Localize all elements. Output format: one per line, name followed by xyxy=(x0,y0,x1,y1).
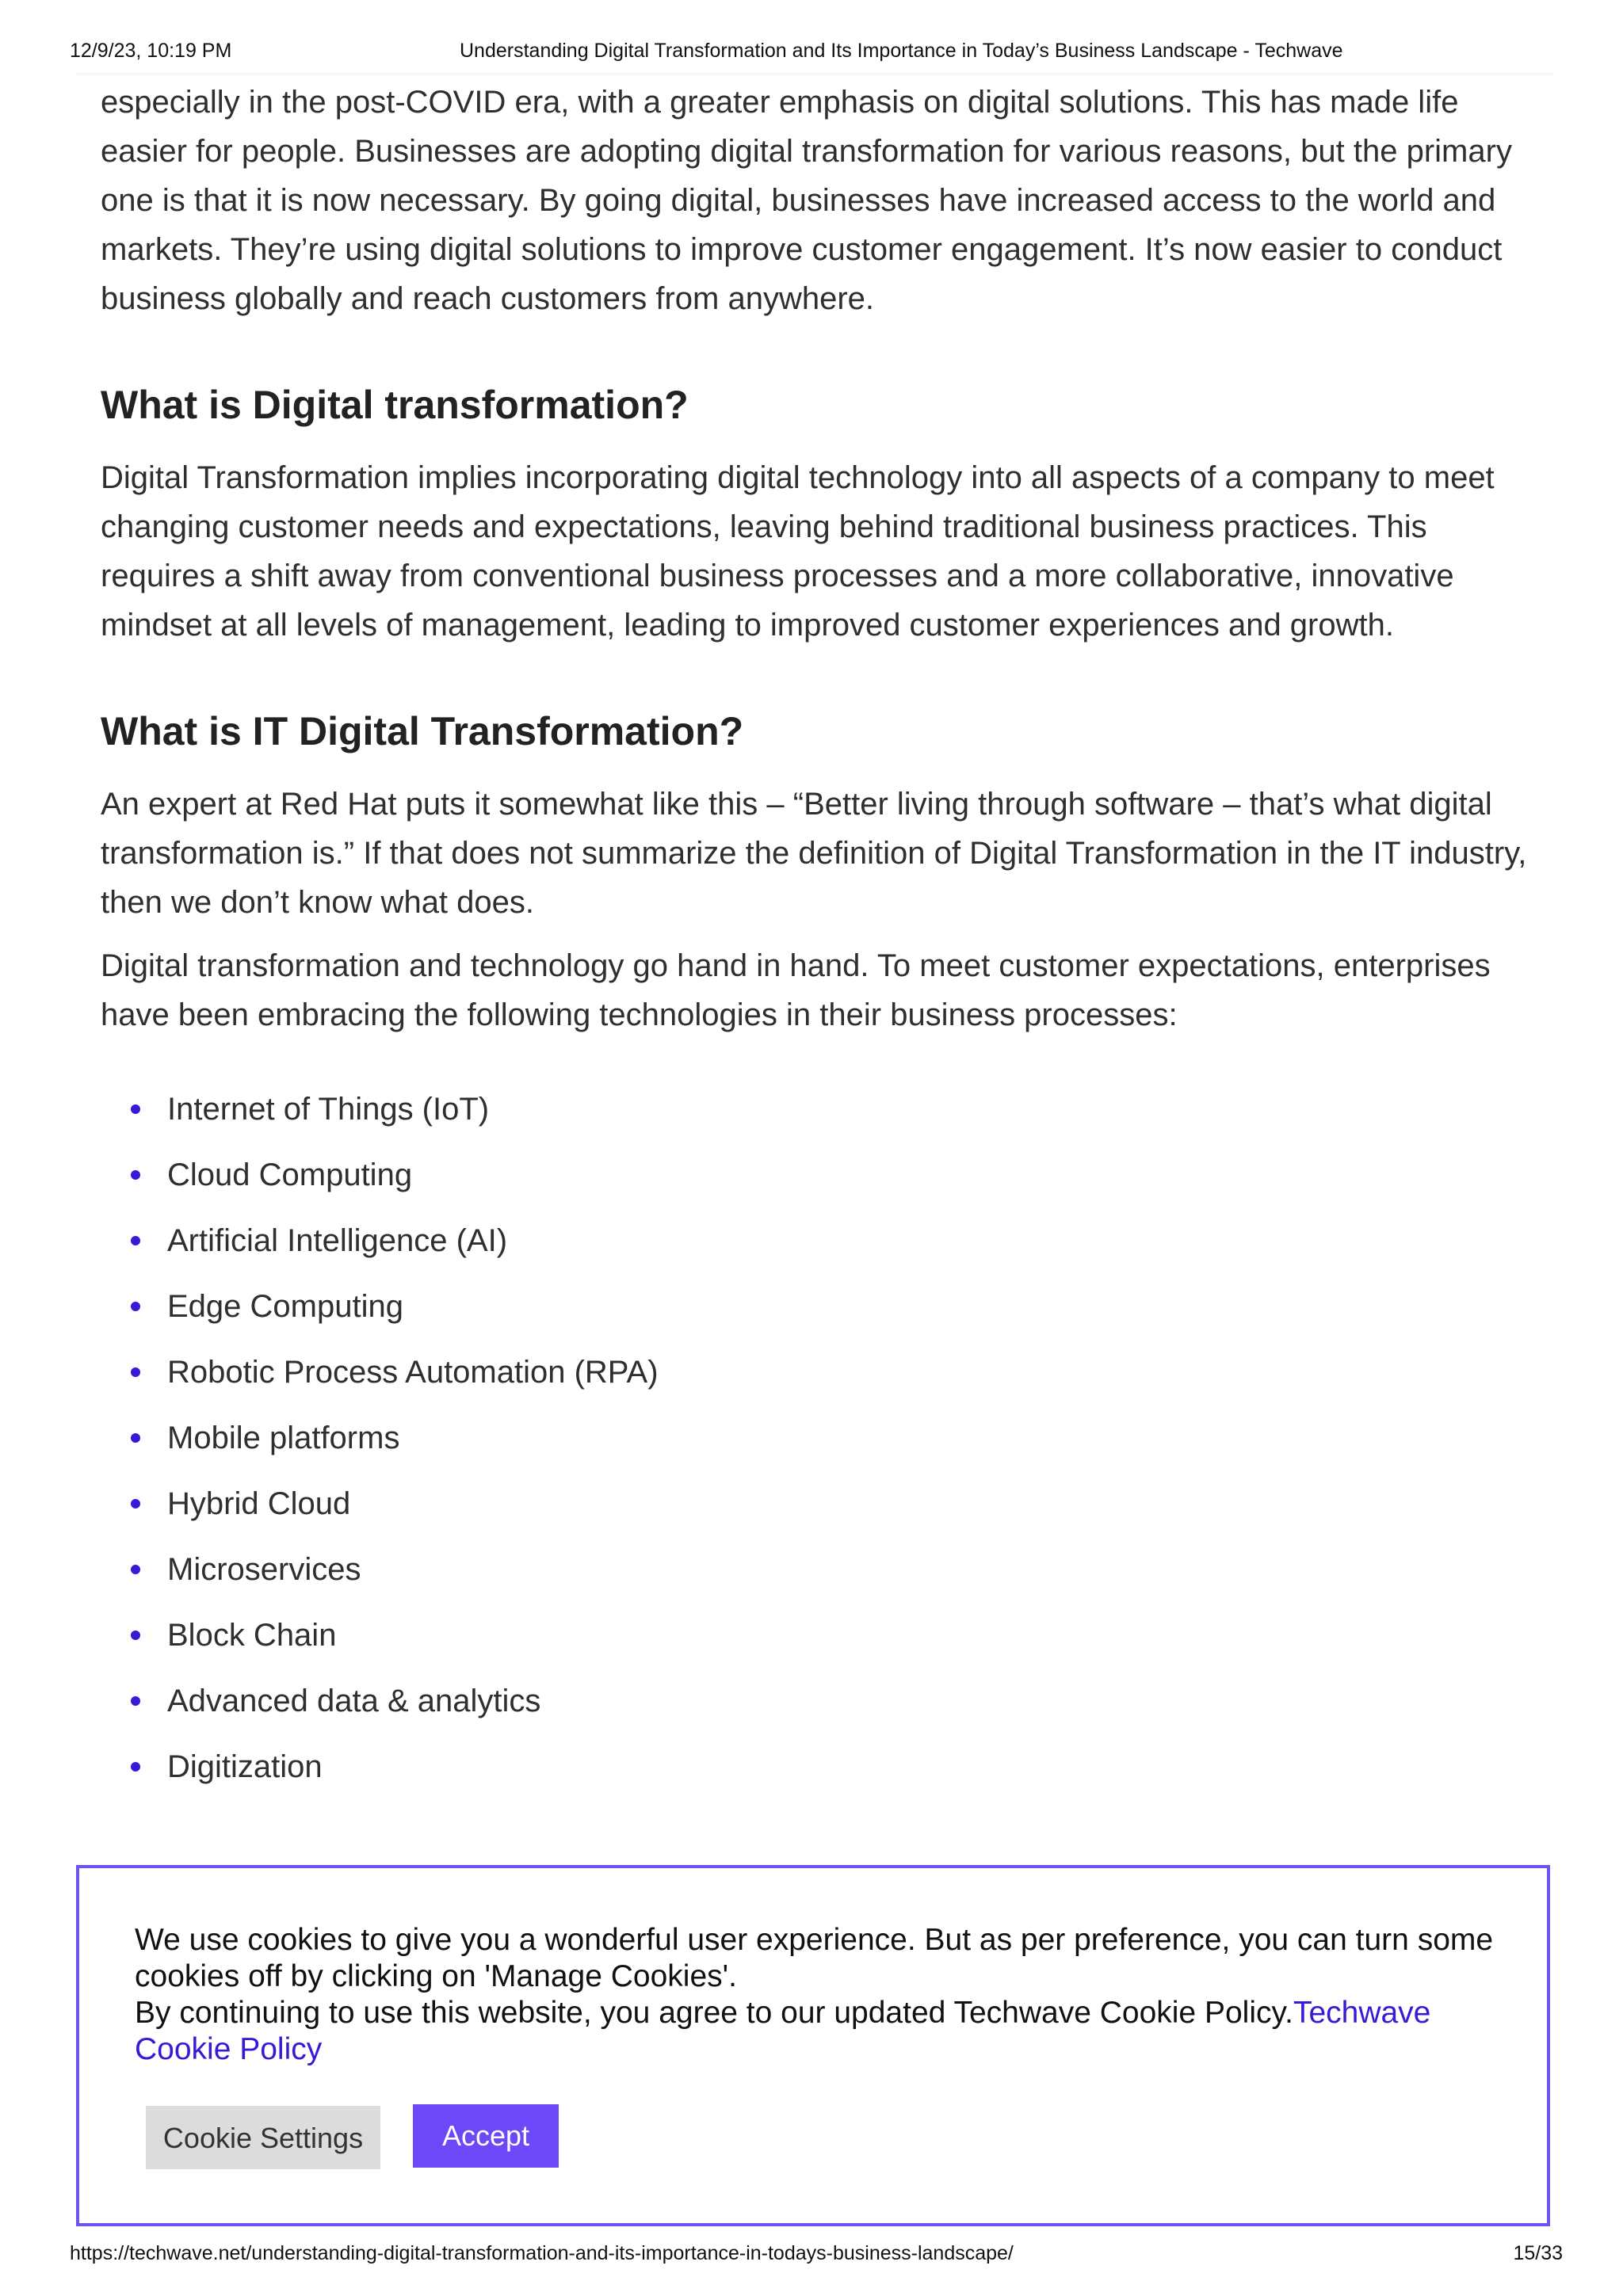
bullet-icon xyxy=(131,1630,140,1640)
list-item xyxy=(101,1153,1527,1219)
bullet-icon xyxy=(131,1367,140,1377)
technologies-list xyxy=(101,1087,1527,1810)
list-item-label: Mobile platforms xyxy=(167,1421,400,1455)
list-item-label: Robotic Process Automation (RPA) xyxy=(167,1355,659,1390)
bullet-icon xyxy=(131,1499,140,1508)
print-url: https://techwave.net/understanding-digital-transformation-and-its-importance-in-todays-business-landscape/ xyxy=(70,2242,1014,2264)
bullet-icon xyxy=(131,1696,140,1706)
bullet-icon xyxy=(131,1762,140,1772)
paragraph-technologies-intro: Digital transformation and technology go hand in hand. To meet customer expectations, enterprises have been embracing the following technologies in their business processes: xyxy=(101,948,1491,1032)
accept-cookies-button[interactable]: Accept xyxy=(413,2104,559,2168)
list-item-label: Microservices xyxy=(167,1552,361,1587)
list-item xyxy=(101,1219,1527,1284)
bullet-icon xyxy=(131,1433,140,1443)
article-body xyxy=(101,78,1527,1810)
cookie-message xyxy=(135,1922,1514,2068)
list-item-label: Digitization xyxy=(167,1749,323,1784)
page-number: 15/33 xyxy=(1513,2242,1563,2264)
print-page-title: Understanding Digital Transformation and Its Importance in Today’s Business Landscape - Techwave xyxy=(460,40,1343,62)
cookie-settings-button[interactable]: Cookie Settings xyxy=(146,2106,380,2169)
print-header xyxy=(0,38,1623,70)
print-footer xyxy=(0,2242,1623,2274)
bullet-icon xyxy=(131,1170,140,1180)
list-item xyxy=(101,1416,1527,1482)
list-item-label: Artificial Intelligence (AI) xyxy=(167,1223,508,1258)
bullet-icon xyxy=(131,1236,140,1245)
bullet-icon xyxy=(131,1104,140,1114)
list-item xyxy=(101,1087,1527,1153)
list-item-label: Edge Computing xyxy=(167,1289,403,1324)
list-item xyxy=(101,1745,1527,1810)
cookie-message-line-2: By continuing to use this website, you agree to our updated Techwave Cookie Policy. xyxy=(135,1996,1293,2030)
list-item xyxy=(101,1547,1527,1613)
heading-it-digital-transformation: What is IT Digital Transformation? xyxy=(101,709,744,753)
list-item xyxy=(101,1284,1527,1350)
list-item-label: Advanced data & analytics xyxy=(167,1684,541,1718)
bullet-icon xyxy=(131,1302,140,1311)
page-top-edge xyxy=(76,73,1553,76)
cookie-policy-link[interactable]: Techwave Cookie Policy xyxy=(135,1996,1431,2066)
print-datetime: 12/9/23, 10:19 PM xyxy=(70,40,232,62)
bullet-icon xyxy=(131,1565,140,1574)
list-item-label: Block Chain xyxy=(167,1618,337,1653)
list-item xyxy=(101,1350,1527,1416)
list-item-label: Internet of Things (IoT) xyxy=(167,1092,490,1127)
list-item-label: Cloud Computing xyxy=(167,1158,413,1192)
cookie-consent-banner xyxy=(76,1865,1550,2226)
cookie-message-line-1: We use cookies to give you a wonderful user experience. But as per preference, you can turn some cookies off by clicking on 'Manage Cookies'. xyxy=(135,1923,1494,1993)
heading-digital-transformation: What is Digital transformation? xyxy=(101,383,689,427)
list-item xyxy=(101,1613,1527,1679)
intro-paragraph: especially in the post-COVID era, with a greater emphasis on digital solutions. This has made life easier for people. Businesses are adopting digital transformation for various reasons, but the primary one is that it is now necessary. By going digital, businesses have increased access to the world and markets. They’re using digital solutions to improve customer engagement. It’s now easier to conduct business globally and reach customers from anywhere. xyxy=(101,85,1512,316)
list-item xyxy=(101,1482,1527,1547)
list-item-label: Hybrid Cloud xyxy=(167,1486,351,1521)
paragraph-red-hat-quote: An expert at Red Hat puts it somewhat like this – “Better living through software – that’s what digital transformation is.” If that does not summarize the definition of Digital Transformation in the IT industry, then we don’t know what does. xyxy=(101,787,1527,920)
list-item xyxy=(101,1679,1527,1745)
paragraph-digital-transformation: Digital Transformation implies incorporating digital technology into all aspects of a company to meet changing customer needs and expectations, leaving behind traditional business practices. This requires a shift away from conventional business processes and a more collaborative, innovative mindset at all levels of management, leading to improved customer experiences and growth. xyxy=(101,460,1495,643)
